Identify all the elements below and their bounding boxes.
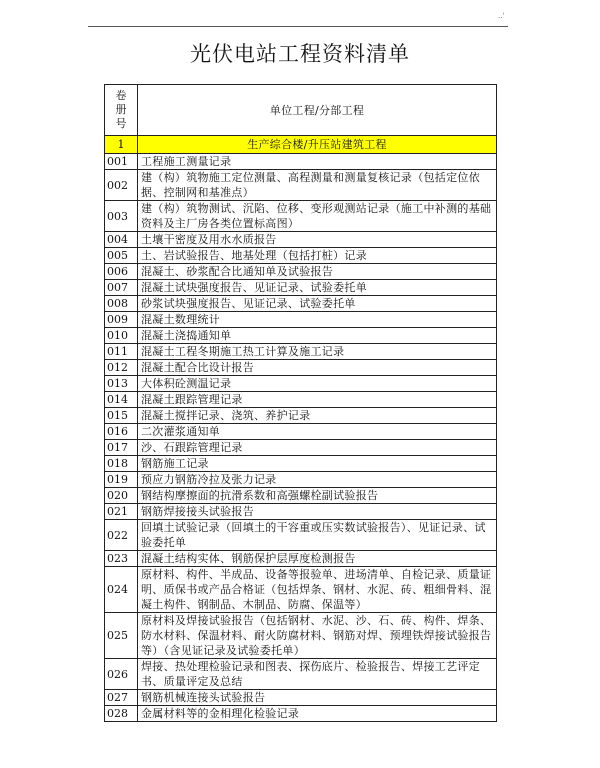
row-volume-number: 002 [105,170,138,201]
table-row [105,170,497,201]
table-body [105,85,497,722]
row-volume-number: 019 [105,472,138,488]
table-row [105,248,497,264]
table-row [105,376,497,392]
table-row [105,520,497,551]
table-row [105,280,497,296]
table-row [105,488,497,504]
row-document-title: 钢筋施工记录 [138,456,497,472]
table-row [105,408,497,424]
row-document-title: 钢筋机械连接头试验报告 [138,690,497,706]
row-document-title: 金属材料等的金相理化检验记录 [138,706,497,722]
row-document-title: 土壤干密度及用水水质报告 [138,232,497,248]
row-document-title: 混凝土浇捣通知单 [138,328,497,344]
row-document-title: 原材料、构件、半成品、设备等报验单、进场清单、自检记录、质量证明、质保书或产品合格证（包括焊条、钢材、水泥、砖、粗细骨料、混凝土构件、钢制品、木制品、防腐、保温等） [138,567,497,613]
section-number: 1 [105,136,138,154]
table-row [105,360,497,376]
table-row [105,690,497,706]
row-volume-number: 009 [105,312,138,328]
row-document-title: 混凝土跟踪管理记录 [138,392,497,408]
row-volume-number: 018 [105,456,138,472]
table-row [105,424,497,440]
row-volume-number: 017 [105,440,138,456]
row-volume-number: 016 [105,424,138,440]
header-volume-number [105,85,138,136]
table-row [105,456,497,472]
row-document-title: 焊接、热处理检验记录和图表、探伤底片、检验报告、焊接工艺评定书、质量评定及总结 [138,659,497,690]
row-volume-number: 004 [105,232,138,248]
table-row [105,659,497,690]
row-volume-number: 021 [105,504,138,520]
row-document-title: 钢结构摩擦面的抗滑系数和高强螺栓副试验报告 [138,488,497,504]
row-volume-number: 010 [105,328,138,344]
section-title: 生产综合楼/升压站建筑工程 [138,136,497,154]
row-document-title: 混凝土配合比设计报告 [138,360,497,376]
table-row [105,504,497,520]
row-volume-number: 027 [105,690,138,706]
table-row [105,472,497,488]
document-list-table [104,84,497,722]
row-document-title: 回填土试验记录（回填土的干容重或压实数试验报告）、见证记录、试验委托单 [138,520,497,551]
section-row [105,136,497,154]
row-volume-number: 024 [105,567,138,613]
row-volume-number: 003 [105,201,138,232]
row-document-title: 原材料及焊接试验报告（包括钢材、水泥、沙、石、砖、构件、焊条、防水材料、保温材料、耐火防腐材料、钢筋对焊、预埋铁焊接试验报告等）（含见证记录及试验委托单） [138,613,497,659]
row-volume-number: 013 [105,376,138,392]
table-header-row [105,85,497,136]
row-document-title: 混凝土、砂浆配合比通知单及试验报告 [138,264,497,280]
row-volume-number: 023 [105,551,138,567]
table-row [105,567,497,613]
row-volume-number: 006 [105,264,138,280]
table-row [105,328,497,344]
row-document-title: 砂浆试块强度报告、见证记录、试验委托单 [138,296,497,312]
row-volume-number: 001 [105,154,138,170]
row-volume-number: 020 [105,488,138,504]
table-row [105,154,497,170]
header-unit-project: 单位工程/分部工程 [138,85,497,136]
table-row [105,201,497,232]
row-document-title: 建（构）筑物测试、沉陷、位移、变形观测站记录（施工中补测的基础资料及主厂房各类位置标高图） [138,201,497,232]
row-document-title: 沙、石跟踪管理记录 [138,440,497,456]
table-row [105,392,497,408]
table-row [105,706,497,722]
table-row [105,296,497,312]
page-title: 光伏电站工程资料清单 [190,42,410,66]
row-volume-number: 008 [105,296,138,312]
table-row [105,264,497,280]
row-document-title: 混凝土结构实体、钢筋保护层厚度检测报告 [138,551,497,567]
row-document-title: 混凝土试块强度报告、见证记录、试验委托单 [138,280,497,296]
row-volume-number: 015 [105,408,138,424]
row-document-title: 混凝土搅拌记录、浇筑、养护记录 [138,408,497,424]
row-volume-number: 026 [105,659,138,690]
table-row [105,440,497,456]
row-volume-number: 025 [105,613,138,659]
row-volume-number: 007 [105,280,138,296]
row-volume-number: 005 [105,248,138,264]
corner-mark: ..' [498,12,505,20]
row-document-title: 钢筋焊接接头试验报告 [138,504,497,520]
row-document-title: 工程施工测量记录 [138,154,497,170]
row-volume-number: 011 [105,344,138,360]
row-volume-number: 014 [105,392,138,408]
table-row [105,344,497,360]
table-row [105,232,497,248]
table-row [105,551,497,567]
row-document-title: 预应力钢筋冷拉及张力记录 [138,472,497,488]
table-row [105,312,497,328]
row-document-title: 混凝土数理统计 [138,312,497,328]
table-row [105,613,497,659]
row-document-title: 土、岩试验报告、地基处理（包括打桩）记录 [138,248,497,264]
row-document-title: 建（构）筑物施工定位测量、高程测量和测量复核记录（包括定位依据、控制网和基准点） [138,170,497,201]
row-document-title: 大体积砼测温记录 [138,376,497,392]
row-document-title: 二次灌浆通知单 [138,424,497,440]
row-volume-number: 022 [105,520,138,551]
row-document-title: 混凝土工程冬期施工热工计算及施工记录 [138,344,497,360]
row-volume-number: 028 [105,706,138,722]
header-volume-number-label: 卷册号 [115,89,127,130]
row-volume-number: 012 [105,360,138,376]
header-rule [88,26,508,27]
